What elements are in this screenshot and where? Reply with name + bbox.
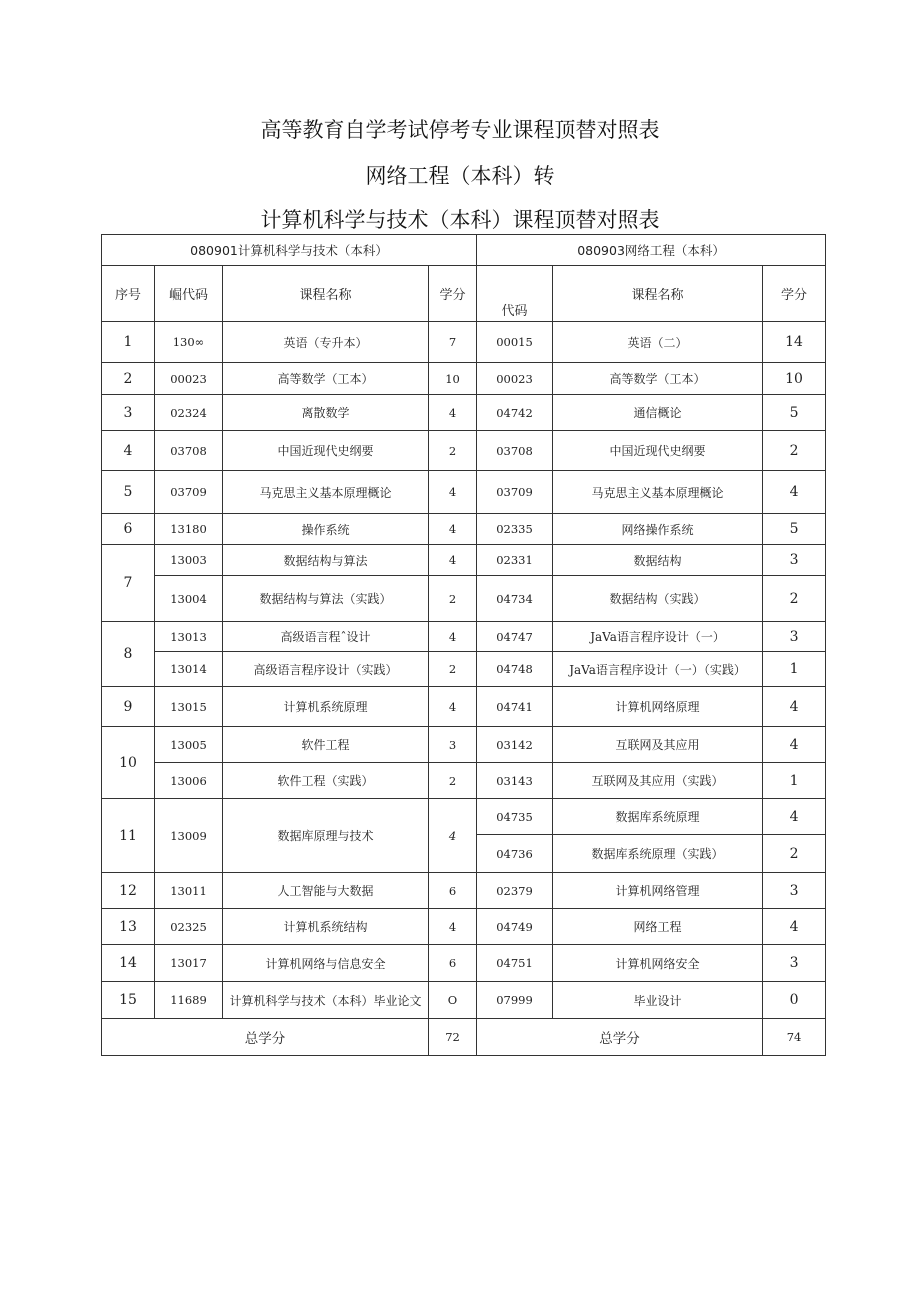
right-name-cell: 马克思主义基本原理概论 — [553, 471, 763, 514]
left-name-cell: 数据结构与算法（实践） — [223, 576, 429, 622]
left-credit-cell: 2 — [429, 431, 477, 471]
left-name-cell: 软件工程 — [223, 727, 429, 763]
left-credit-cell: 6 — [429, 873, 477, 909]
left-credit-cell: 4 — [429, 799, 477, 873]
course-mapping-table — [101, 234, 826, 1056]
right-name-cell: 数据结构（实践） — [553, 576, 763, 622]
left-credit-cell: 7 — [429, 322, 477, 363]
right-name-cell: JaVa语言程序设计（一）（实践） — [553, 652, 763, 687]
left-major-header: 080901计算机科学与技术（本科） — [102, 235, 477, 266]
left-code-cell: 13013 — [155, 622, 223, 652]
seq-cell: 13 — [102, 909, 155, 945]
right-code-cell: 04734 — [477, 576, 553, 622]
right-code-cell: 04742 — [477, 395, 553, 431]
right-credit-cell: 3 — [763, 622, 826, 652]
right-name-cell: 毕业设计 — [553, 982, 763, 1019]
right-credit-cell: 0 — [763, 982, 826, 1019]
right-name-cell: 数据结构 — [553, 545, 763, 576]
right-code-cell: 04735 — [477, 799, 553, 835]
right-code-cell: 00015 — [477, 322, 553, 363]
left-credit-cell: 3 — [429, 727, 477, 763]
left-credit-cell: 10 — [429, 363, 477, 395]
left-credit-cell: 4 — [429, 545, 477, 576]
right-credit-cell: 4 — [763, 909, 826, 945]
document-title: 高等教育自学考试停考专业课程顶替对照表 — [260, 118, 660, 142]
left-credit-header: 学分 — [429, 266, 477, 322]
seq-cell: 5 — [102, 471, 155, 514]
right-name-cell: 互联网及其应用 — [553, 727, 763, 763]
left-credit-cell: 4 — [429, 622, 477, 652]
seq-cell: 3 — [102, 395, 155, 431]
left-name-cell: 高等数学（工本） — [223, 363, 429, 395]
right-name-cell: 中国近现代史纲要 — [553, 431, 763, 471]
left-code-header: 崛代码 — [155, 266, 223, 322]
left-credit-cell: 2 — [429, 652, 477, 687]
right-code-cell: 03142 — [477, 727, 553, 763]
left-name-cell: 数据库原理与技术 — [223, 799, 429, 873]
right-name-cell: 计算机网络原理 — [553, 687, 763, 727]
table-row — [102, 909, 826, 945]
table-row — [102, 727, 826, 763]
right-name-cell: 数据库系统原理 — [553, 799, 763, 835]
table-row — [102, 652, 826, 687]
seq-cell: 14 — [102, 945, 155, 982]
right-credit-cell: 4 — [763, 471, 826, 514]
seq-cell: 11 — [102, 799, 155, 873]
seq-cell: 15 — [102, 982, 155, 1019]
left-credit-cell: 4 — [429, 395, 477, 431]
right-code-cell: 02335 — [477, 514, 553, 545]
table-row — [102, 763, 826, 799]
right-total-value: 74 — [763, 1019, 826, 1056]
right-code-header: 代码 — [477, 266, 553, 322]
left-name-header: 课程名称 — [223, 266, 429, 322]
right-name-cell: 网络操作系统 — [553, 514, 763, 545]
left-credit-cell: 2 — [429, 763, 477, 799]
seq-header: 序号 — [102, 266, 155, 322]
seq-cell: 8 — [102, 622, 155, 687]
left-credit-cell: 4 — [429, 687, 477, 727]
right-credit-cell: 5 — [763, 514, 826, 545]
seq-cell: 1 — [102, 322, 155, 363]
table-row — [102, 545, 826, 576]
right-name-cell: 英语（二） — [553, 322, 763, 363]
right-code-cell: 03143 — [477, 763, 553, 799]
right-code-cell: 00023 — [477, 363, 553, 395]
table-row — [102, 471, 826, 514]
left-credit-cell: O — [429, 982, 477, 1019]
left-name-cell: 计算机系统原理 — [223, 687, 429, 727]
left-code-cell: 03709 — [155, 471, 223, 514]
right-credit-cell: 5 — [763, 395, 826, 431]
left-name-cell: 数据结构与算法 — [223, 545, 429, 576]
left-code-cell: 13180 — [155, 514, 223, 545]
seq-cell: 12 — [102, 873, 155, 909]
right-name-cell: 计算机网络安全 — [553, 945, 763, 982]
left-name-cell: 计算机系统结构 — [223, 909, 429, 945]
left-name-cell: 高级语言程序设计（实践） — [223, 652, 429, 687]
left-code-cell: 13009 — [155, 799, 223, 873]
left-name-cell: 马克思主义基本原理概论 — [223, 471, 429, 514]
right-credit-cell: 14 — [763, 322, 826, 363]
table-row — [102, 431, 826, 471]
right-code-cell: 04747 — [477, 622, 553, 652]
seq-cell: 10 — [102, 727, 155, 799]
table-row — [102, 576, 826, 622]
left-credit-cell: 6 — [429, 945, 477, 982]
right-name-header: 课程名称 — [553, 266, 763, 322]
left-name-cell: 计算机科学与技术（本科）毕业论文 — [223, 982, 429, 1019]
right-code-cell: 04741 — [477, 687, 553, 727]
left-code-cell: 13017 — [155, 945, 223, 982]
left-code-cell: 13015 — [155, 687, 223, 727]
left-code-cell: 13003 — [155, 545, 223, 576]
table-row — [102, 982, 826, 1019]
left-name-cell: 软件工程（实践） — [223, 763, 429, 799]
right-code-cell: 04736 — [477, 835, 553, 873]
right-code-cell: 02331 — [477, 545, 553, 576]
seq-cell: 4 — [102, 431, 155, 471]
left-code-cell: 02324 — [155, 395, 223, 431]
right-code-cell: 04748 — [477, 652, 553, 687]
seq-cell: 6 — [102, 514, 155, 545]
right-credit-header: 学分 — [763, 266, 826, 322]
table-row — [102, 514, 826, 545]
totals-row — [102, 1019, 826, 1056]
seq-cell: 9 — [102, 687, 155, 727]
table-row — [102, 622, 826, 652]
right-credit-cell: 1 — [763, 652, 826, 687]
right-code-cell: 03709 — [477, 471, 553, 514]
right-code-cell: 07999 — [477, 982, 553, 1019]
left-code-cell: 02325 — [155, 909, 223, 945]
left-name-cell: 中国近现代史纲要 — [223, 431, 429, 471]
seq-cell: 7 — [102, 545, 155, 622]
right-code-cell: 04751 — [477, 945, 553, 982]
left-code-cell: 03708 — [155, 431, 223, 471]
right-code-cell: 04749 — [477, 909, 553, 945]
left-credit-cell: 4 — [429, 471, 477, 514]
left-name-cell: 计算机网络与信息安全 — [223, 945, 429, 982]
left-credit-cell: 2 — [429, 576, 477, 622]
right-credit-cell: 4 — [763, 727, 826, 763]
document-subtitle-2: 计算机科学与技术（本科）课程顶替对照表 — [260, 208, 660, 232]
left-name-cell: 高级语言程ˆ设计 — [223, 622, 429, 652]
right-name-cell: 高等数学（工本） — [553, 363, 763, 395]
right-credit-cell: 2 — [763, 835, 826, 873]
left-code-cell: 13004 — [155, 576, 223, 622]
right-credit-cell: 3 — [763, 945, 826, 982]
right-credit-cell: 3 — [763, 545, 826, 576]
left-credit-cell: 4 — [429, 909, 477, 945]
right-name-cell: 计算机网络管理 — [553, 873, 763, 909]
left-name-cell: 英语（专升本） — [223, 322, 429, 363]
document-subtitle: 网络工程（本科）转 — [365, 164, 555, 188]
right-credit-cell: 2 — [763, 576, 826, 622]
table-row — [102, 799, 826, 835]
right-code-cell: 03708 — [477, 431, 553, 471]
left-total-value: 72 — [429, 1019, 477, 1056]
left-code-cell: 13006 — [155, 763, 223, 799]
right-name-cell: 网络工程 — [553, 909, 763, 945]
right-name-cell: 通信概论 — [553, 395, 763, 431]
seq-cell: 2 — [102, 363, 155, 395]
table-row — [102, 687, 826, 727]
right-credit-cell: 1 — [763, 763, 826, 799]
left-name-cell: 操作系统 — [223, 514, 429, 545]
right-code-cell: 02379 — [477, 873, 553, 909]
left-credit-cell: 4 — [429, 514, 477, 545]
right-credit-cell: 2 — [763, 431, 826, 471]
left-name-cell: 离散数学 — [223, 395, 429, 431]
table-row — [102, 873, 826, 909]
right-credit-cell: 3 — [763, 873, 826, 909]
right-credit-cell: 4 — [763, 687, 826, 727]
right-name-cell: 数据库系统原理（实践） — [553, 835, 763, 873]
table-row — [102, 945, 826, 982]
table-row — [102, 395, 826, 431]
left-code-cell: 130∞ — [155, 322, 223, 363]
left-code-cell: 13005 — [155, 727, 223, 763]
table-row — [102, 363, 826, 395]
right-name-cell: 互联网及其应用（实践） — [553, 763, 763, 799]
left-code-cell: 11689 — [155, 982, 223, 1019]
right-name-cell: JaVa语言程序设计（一） — [553, 622, 763, 652]
right-credit-cell: 4 — [763, 799, 826, 835]
left-code-cell: 00023 — [155, 363, 223, 395]
left-code-cell: 13011 — [155, 873, 223, 909]
table-row — [102, 322, 826, 363]
left-total-label: 总学分 — [102, 1019, 429, 1056]
left-name-cell: 人工智能与大数据 — [223, 873, 429, 909]
right-major-header: 080903网络工程（本科） — [477, 235, 826, 266]
left-code-cell: 13014 — [155, 652, 223, 687]
right-credit-cell: 10 — [763, 363, 826, 395]
right-total-label: 总学分 — [477, 1019, 763, 1056]
